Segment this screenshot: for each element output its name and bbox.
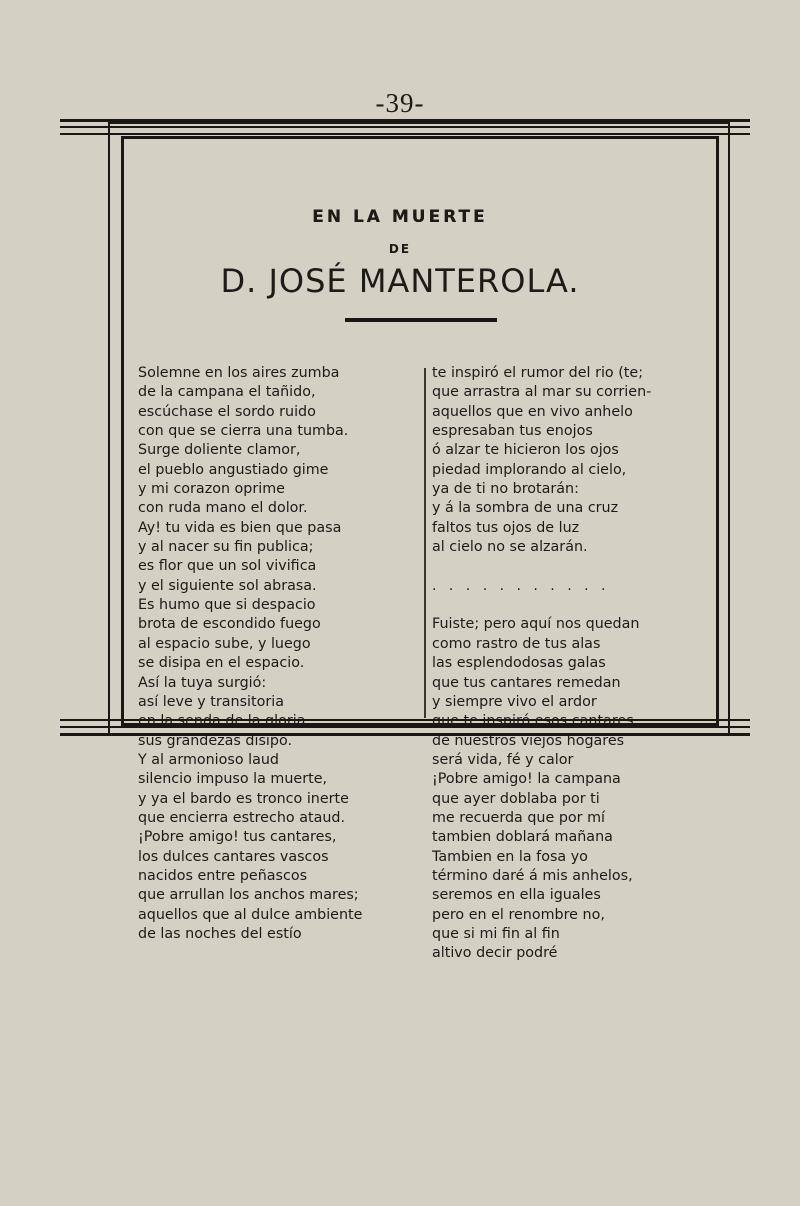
verse-line: que si mi fin al fin (432, 925, 560, 942)
page-number: -39- (375, 88, 425, 118)
verse-line: y el siguiente sol abrasa. (138, 577, 317, 594)
verse-line: ¡Pobre amigo! tus cantares, (138, 829, 337, 846)
verse-line: es flor que un sol vivifica (138, 558, 317, 575)
verse-line: ó alzar te hicieron los ojos (432, 442, 619, 459)
verse-line: altivo decir podré (432, 945, 558, 962)
verse-line: Así la tuya surgió: (138, 674, 267, 691)
poem-left-column (138, 364, 428, 944)
title-line-2: DE (388, 242, 412, 256)
verse-line: piedad implorando al cielo, (432, 461, 627, 478)
verse-line: Tambien en la fosa yo (432, 848, 588, 865)
verse-line: que arrastra al mar su corrien- (432, 384, 652, 401)
column-divider (424, 368, 426, 718)
verse-line: me recuerda que por mí (432, 809, 605, 826)
verse-line: y á la sombra de una cruz (432, 500, 619, 517)
verse-line: que tus cantares remedan (432, 674, 621, 691)
verse-line: en la senda de la gloria (138, 713, 306, 730)
verse-line: Solemne en los aires zumba (138, 365, 340, 381)
title-line-1: EN LA MUERTE (312, 207, 488, 227)
verse-line: y siempre vivo el ardor (432, 693, 597, 710)
verse-line: Fuiste; pero aquí nos quedan (432, 616, 640, 633)
verse-line: al espacio sube, y luego (138, 635, 311, 652)
title-main: D. JOSÉ MANTEROLA. (220, 262, 580, 300)
verse-line: silencio impuso la muerte, (138, 771, 328, 788)
verse-line: escúchase el sordo ruido (138, 403, 316, 420)
verse-line: con que se cierra una tumba. (138, 423, 349, 440)
verse-line: que arrullan los anchos mares; (138, 887, 359, 904)
verse-line: y ya el bardo es tronco inerte (138, 790, 349, 807)
verse-line: las esplendodosas galas (432, 655, 606, 672)
verse-line: ¡Pobre amigo! la campana (432, 771, 621, 788)
stanza-gap (432, 596, 722, 615)
poem-right-column (432, 364, 722, 964)
verse-line: aquellos que al dulce ambiente (138, 906, 363, 923)
ellipsis-separator: . . . . . . . . . . . (432, 577, 610, 594)
verse-line: tambien doblará mañana (432, 829, 613, 846)
verse-line: los dulces cantares vascos (138, 848, 329, 865)
verse-line: de nuestros viejos hogares (432, 732, 625, 749)
verse-line: como rastro de tus alas (432, 635, 601, 652)
title-underline (345, 318, 497, 322)
verse-line: de las noches del estío (138, 925, 302, 942)
verse-line: y al nacer su fin publica; (138, 539, 314, 556)
verse-line: Y al armonioso laud (138, 751, 280, 768)
verse-line: con ruda mano el dolor. (138, 500, 308, 517)
verse-line: ya de ti no brotarán: (432, 481, 579, 498)
verse-line: pero en el renombre no, (432, 906, 605, 923)
verse-line: faltos tus ojos de luz (432, 519, 580, 536)
verse-line: será vida, fé y calor (432, 751, 574, 768)
verse-line: al cielo no se alzarán. (432, 539, 588, 556)
verse-line: así leve y transitoria (138, 693, 284, 710)
verse-line: Surge doliente clamor, (138, 442, 301, 459)
verse-line: nacidos entre peñascos (138, 867, 308, 884)
verse-line: Ay! tu vida es bien que pasa (138, 519, 342, 536)
verse-line: el pueblo angustiado gime (138, 461, 329, 478)
verse-line: Es humo que si despacio (138, 597, 316, 614)
verse-line: que te inspiró esos cantares (432, 713, 634, 730)
verse-line: que ayer doblaba por ti (432, 790, 600, 807)
verse-line: aquellos que en vivo anhelo (432, 403, 633, 420)
verse-line: te inspiró el rumor del rio (te; (432, 365, 644, 381)
verse-line: seremos en ella iguales (432, 887, 601, 904)
verse-line: sus grandezas disipó. (138, 732, 292, 749)
verse-line: espresaban tus enojos (432, 423, 593, 440)
stanza-gap (432, 557, 722, 576)
verse-line: y mi corazon oprime (138, 481, 285, 498)
verse-line: de la campana el tañido, (138, 384, 316, 401)
verse-line: que encierra estrecho ataud. (138, 809, 346, 826)
verse-line: brota de escondido fuego (138, 616, 321, 633)
verse-line: se disipa en el espacio. (138, 655, 305, 672)
verse-line: término daré á mis anhelos, (432, 867, 633, 884)
